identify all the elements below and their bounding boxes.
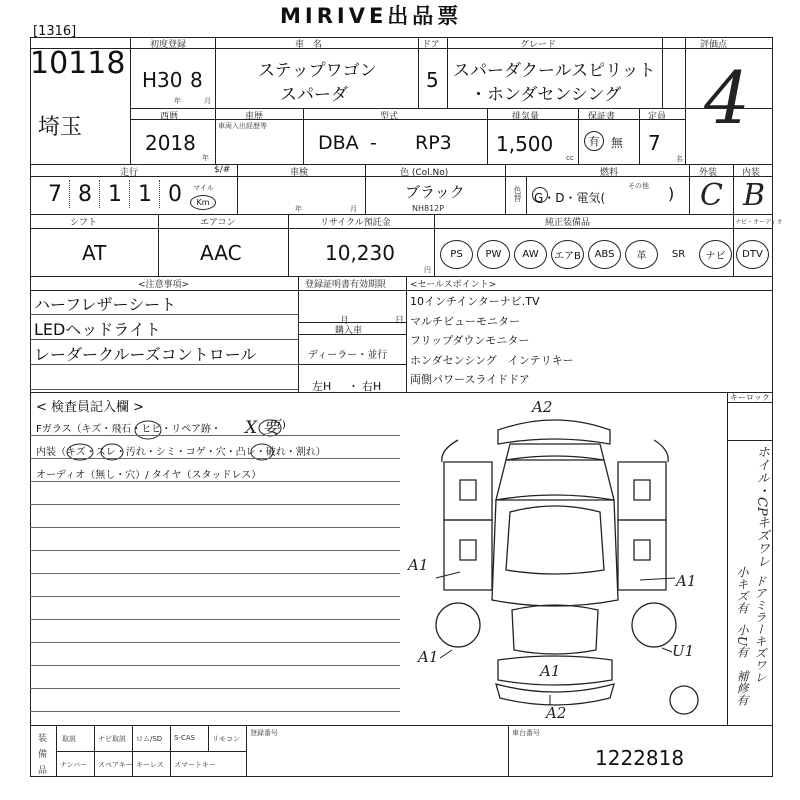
- mileage-digit: 8: [78, 182, 92, 207]
- side-note: 小キズ有: [735, 566, 749, 614]
- reg-day: 日: [395, 316, 405, 326]
- inspector-rule: [30, 481, 400, 482]
- mileage-digit: 0: [168, 182, 182, 207]
- caution-header: <注意事項>: [138, 280, 190, 290]
- damage-label-bottom-left: A1: [418, 648, 439, 666]
- interior-score: B: [743, 178, 766, 213]
- fuel-header: 燃料: [600, 168, 619, 178]
- inspector-rule: [30, 435, 400, 436]
- equipment-4: [588, 240, 621, 269]
- inspector-interior: 内装（キズ・スレ・汚れ・シミ・コゲ・穴・凸レ・破れ・割れ）: [36, 447, 326, 458]
- inspector-rule: [30, 458, 400, 459]
- warranty-yes: 有: [584, 131, 604, 151]
- lot-number: 10118: [30, 46, 126, 81]
- reg-month: 月: [340, 316, 350, 326]
- seat-capacity: 7: [648, 131, 661, 155]
- inspector-rule: [30, 527, 400, 528]
- mileage-divider: [69, 180, 70, 208]
- km-unit-circle: Km: [190, 195, 216, 210]
- model-code: RP3: [415, 132, 452, 154]
- history-note: 車両入出経歴等: [218, 122, 267, 130]
- equipment-7: [699, 240, 732, 269]
- inspector-rule: [30, 642, 400, 643]
- first-reg-month: 8: [190, 68, 203, 92]
- color-header: 色 (Col.No): [400, 168, 449, 178]
- equipment-label: PW: [485, 249, 502, 260]
- reg-number-label: 登録番号: [250, 729, 278, 737]
- color-code: NH812P: [412, 204, 445, 213]
- sales-point: フリップダウンモニター: [410, 334, 530, 347]
- inspector-rule: [30, 711, 400, 712]
- side-note: ホイル・CPキズワレ: [754, 445, 769, 568]
- first-reg-header: 初度登録: [150, 40, 187, 50]
- fuel-close: ): [668, 184, 675, 203]
- accessory-item: リモコン: [212, 735, 240, 743]
- region: 埼玉: [38, 115, 83, 140]
- caution-rule: [30, 364, 298, 365]
- year-unit: 年: [174, 97, 181, 105]
- aircon-header: エアコン: [200, 218, 236, 228]
- sales-point: 両側パワースライドドア: [410, 373, 530, 386]
- car-name-header: 車 名: [295, 40, 323, 50]
- right-hand: 右H: [362, 380, 382, 393]
- inspector-pen-marks: [30, 410, 330, 470]
- car-name-line1: ステップワゴン: [258, 61, 377, 81]
- inspector-rule: [30, 573, 400, 574]
- aircon-value: AAC: [200, 241, 242, 265]
- model-dash: -: [370, 132, 377, 154]
- chassis-number: 1222818: [595, 746, 685, 770]
- mile-unit: マイル: [193, 184, 214, 192]
- exterior-score: C: [700, 178, 723, 213]
- score-header: 評価点: [700, 40, 728, 50]
- fuel-other: その他: [628, 182, 649, 190]
- accessories-char: 品: [38, 766, 48, 776]
- mileage-divider: [159, 180, 160, 208]
- left-hand: 左H: [312, 380, 332, 393]
- shift-header: シフト: [70, 218, 98, 228]
- equipment-label: 革: [636, 251, 647, 262]
- damage-label-left: A1: [408, 556, 429, 574]
- accessory-item: 取説: [62, 735, 76, 743]
- inspector-glass-mark: X 要: [245, 418, 280, 438]
- grade-line1: スパーダクールスピリット: [453, 61, 656, 81]
- side-note: 小U有: [735, 624, 749, 659]
- inspector-rule: [30, 550, 400, 551]
- caution-item: ハーフレザーシート: [34, 295, 177, 314]
- equipment-label: エアB: [554, 251, 581, 262]
- recycle-header: リサイクル預託金: [320, 218, 391, 228]
- key-lock-header: キーロック: [730, 393, 770, 402]
- mileage-header: 走行: [120, 168, 139, 178]
- inspection-month-unit: 月: [350, 205, 357, 213]
- capacity-header: 定員: [648, 112, 667, 122]
- inspector-glass-close: ): [282, 420, 286, 431]
- damage-label-bottom: A1: [540, 662, 561, 680]
- equipment-label: AW: [522, 249, 539, 260]
- caution-rule: [30, 339, 298, 340]
- model-prefix: DBA: [318, 132, 359, 154]
- exterior-header: 外装: [699, 168, 718, 178]
- accessories-char: 装: [38, 734, 48, 744]
- door-count: 5: [426, 68, 439, 92]
- accessory-item: ナビ取説: [98, 735, 126, 743]
- inspector-rule: [30, 619, 400, 620]
- caution-rule: [30, 314, 298, 315]
- accessory-item: スペアキー: [98, 761, 133, 769]
- inspector-header: < 検査員記入欄 >: [36, 400, 145, 415]
- lot-ref: [1316]: [33, 24, 77, 39]
- sales-point: ホンダセンシング インテリキー: [410, 353, 574, 367]
- hand-dot: ・: [348, 380, 359, 393]
- mileage-divider: [129, 180, 130, 208]
- history-header: 車歴: [245, 112, 264, 122]
- seat-unit: 名: [676, 155, 683, 163]
- inspection-year-unit: 年: [295, 205, 302, 213]
- mileage-digit: 1: [108, 182, 122, 207]
- mileage-divider: [99, 180, 100, 208]
- car-name-line2: スパーダ: [280, 85, 348, 105]
- form-title: MIRIVE出品票: [280, 4, 463, 28]
- reg-expiry-header: 登録証明書有効期限: [305, 280, 387, 290]
- fuel-gas-circle: [532, 187, 548, 203]
- equipment-6: [662, 240, 695, 269]
- recycle-unit: 円: [424, 266, 431, 274]
- purchaser-label: 購入車: [335, 326, 363, 336]
- mileage-digit: 7: [48, 182, 62, 207]
- inspector-audio-tire: オーディオ（無し・穴）/ タイヤ（スタッドレス）: [36, 470, 262, 481]
- mileage-digit: 1: [138, 182, 152, 207]
- inspector-rule: [30, 504, 400, 505]
- accessory-item: キーレス: [136, 761, 164, 769]
- equipment-1: [477, 240, 510, 269]
- inspector-glass: Fガラス（キズ・飛石・ヒビ・リペア跡・: [36, 424, 222, 435]
- first-reg-era: H30: [142, 68, 183, 92]
- interior-header: 内装: [742, 168, 761, 178]
- damage-label-bottom-right: U1: [672, 642, 695, 660]
- month-unit: 月: [204, 97, 211, 105]
- caution-item: レーダークルーズコントロール: [34, 345, 257, 364]
- side-note: ドアミラーキズワレ: [753, 575, 767, 683]
- sales-point: 10インチインターナビ.TV: [410, 295, 540, 308]
- sales-point: マルチビューモニター: [410, 314, 520, 328]
- equipment-label: SR: [671, 249, 686, 260]
- damage-label-rear: A2: [546, 704, 567, 722]
- displacement: 1,500: [496, 132, 554, 156]
- shift-value: AT: [82, 241, 107, 265]
- fuel-options: G・D・電気(: [534, 191, 606, 205]
- accessory-item: スマートキー: [174, 761, 216, 769]
- accessory-item: ロム/SD: [136, 735, 163, 743]
- displacement-header: 排気量: [512, 112, 540, 122]
- model-year: 2018: [145, 131, 196, 155]
- equipment-5: [625, 240, 658, 269]
- warranty-header: 保証書: [588, 112, 616, 122]
- overall-score: 4: [704, 56, 750, 140]
- equipment-label: ナビ: [705, 251, 726, 262]
- caution-rule: [30, 389, 298, 390]
- caution-item: LEDヘッドライト: [34, 320, 161, 339]
- accessories-char: 備: [38, 750, 48, 760]
- color-name: ブラック: [405, 183, 465, 201]
- accessory-item: S-CAS: [174, 734, 196, 742]
- recycle-value: 10,230: [325, 241, 395, 265]
- equipment-8: [736, 240, 769, 269]
- color-change-label: 色替: [513, 186, 522, 202]
- damage-label-top: A2: [532, 398, 553, 416]
- inspector-rule: [30, 665, 400, 666]
- model-year-unit: 年: [202, 154, 209, 162]
- equipment-label: PS: [450, 249, 463, 260]
- model-header: 型式: [380, 112, 399, 122]
- year-header: 西暦: [160, 112, 179, 122]
- inspection-header: 車検: [290, 168, 309, 178]
- chassis-label: 車台番号: [512, 729, 540, 737]
- inspector-rule: [30, 688, 400, 689]
- equipment-label: DTV: [742, 249, 763, 260]
- inspector-rule: [30, 596, 400, 597]
- accessory-item: ナンバー: [60, 761, 88, 769]
- side-note: 補修有: [735, 670, 749, 706]
- damage-label-right: A1: [676, 572, 697, 590]
- grade-header: グレード: [520, 40, 557, 50]
- equipment-header: 純正装備品: [545, 218, 591, 228]
- equipment-2: [514, 240, 547, 269]
- equipment-3: [551, 240, 584, 269]
- dealer-parallel: ディーラー・並行: [308, 350, 388, 361]
- cc-unit: cc: [566, 154, 574, 162]
- navi-extra-header: ナビ・オーディオ: [735, 219, 783, 226]
- sharp-header: $/#: [214, 165, 231, 175]
- grade-line2: ・ホンダセンシング: [470, 85, 622, 105]
- warranty-no: 無: [611, 136, 624, 150]
- door-header: ドア: [422, 40, 440, 50]
- sales-points-header: <セールスポイント>: [410, 280, 497, 290]
- equipment-0: [440, 240, 473, 269]
- equipment-label: ABS: [594, 249, 615, 260]
